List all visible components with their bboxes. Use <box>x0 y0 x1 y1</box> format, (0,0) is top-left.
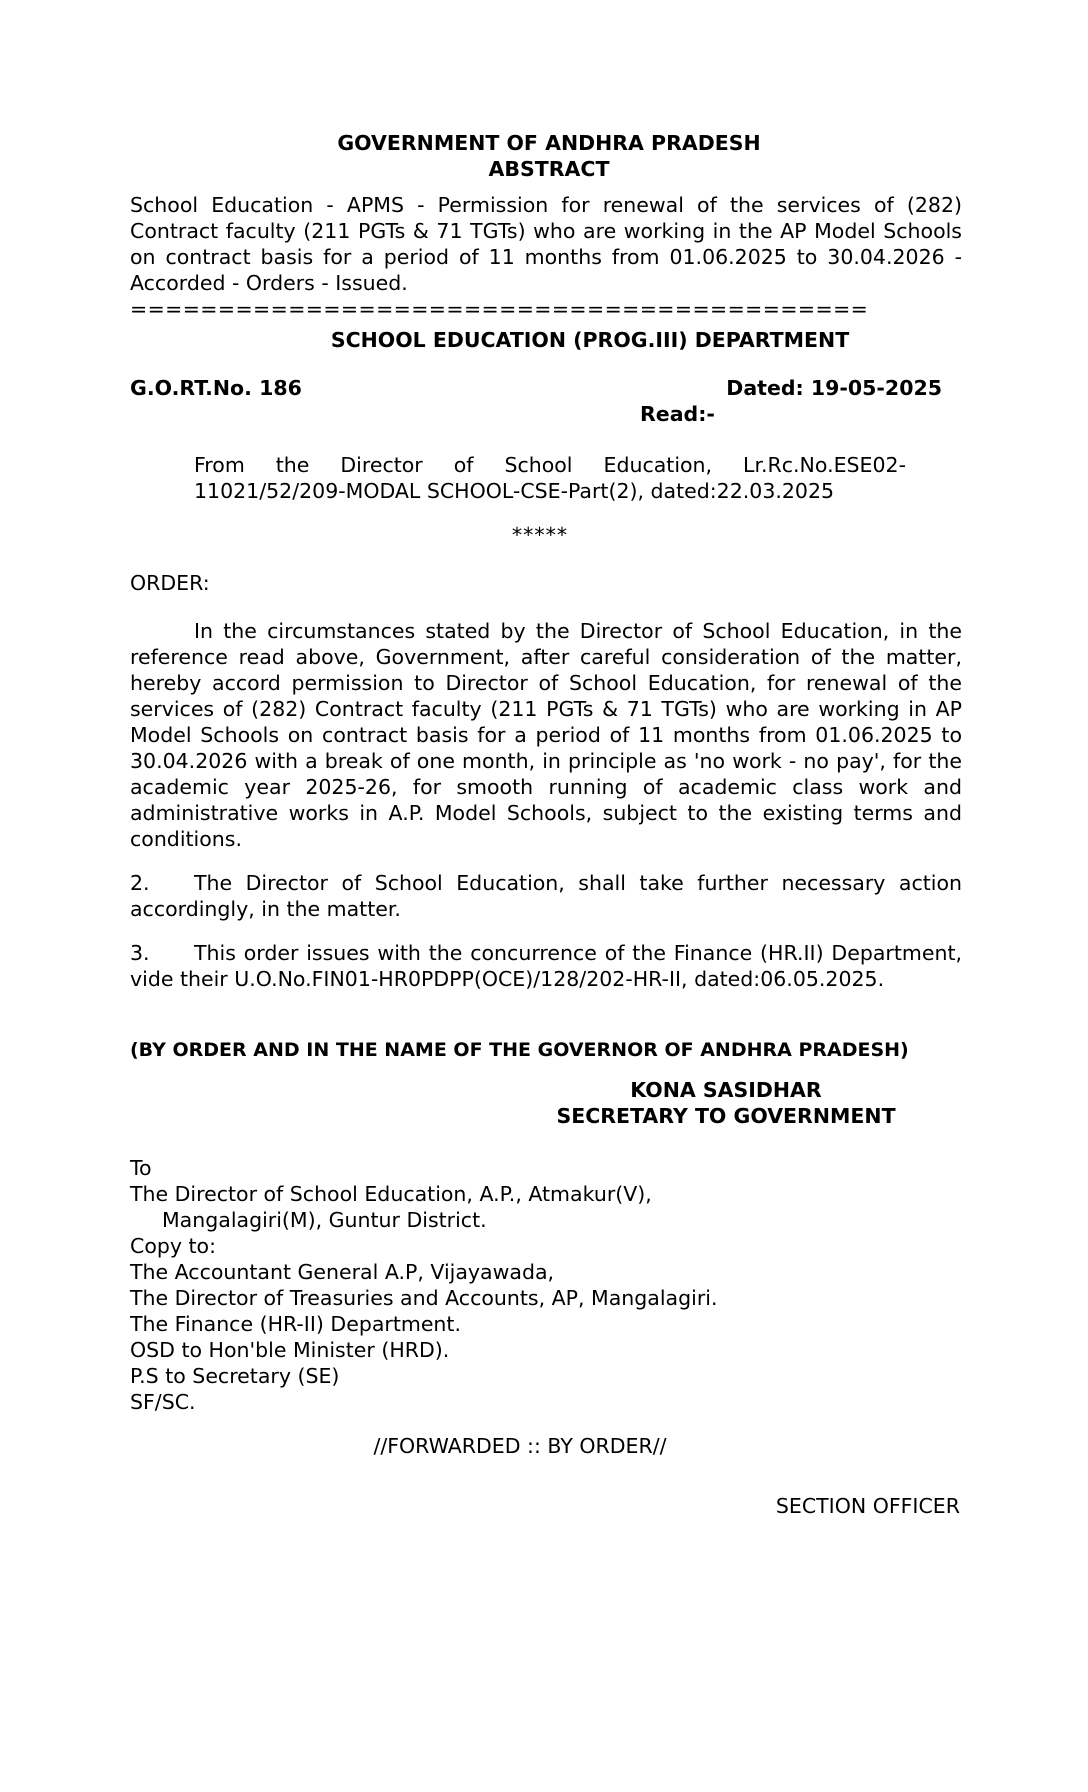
copy-to-label: Copy to: <box>130 1234 217 1258</box>
department-heading: SCHOOL EDUCATION (PROG.III) DEPARTMENT <box>330 328 850 352</box>
separator-rule: ========================================== <box>130 297 869 321</box>
copy-list-item: The Director of Treasuries and Accounts, AP, Mangalagiri. <box>130 1286 718 1310</box>
paragraph-2-number: 2. <box>130 871 150 895</box>
paragraph-3-text: This order issues with the concurrence of the Finance (HR.II) Department, vide their U.O.No.FIN01-HR0PDPP(OCE)/128/202-HR-II, dated:06.05.2025. <box>130 941 962 991</box>
copy-list-item: The Finance (HR-II) Department. <box>130 1312 461 1336</box>
order-paragraph-3 <box>130 940 962 992</box>
paragraph-3-number: 3. <box>130 941 150 965</box>
reference-text: From the Director of School Education, Lr.Rc.No.ESE02-11021/52/209-MODAL SCHOOL-CSE-Part(2), dated:22.03.2025 <box>194 453 906 503</box>
copy-list-item: SF/SC. <box>130 1390 196 1414</box>
distribution-to-label: To <box>130 1156 152 1180</box>
order-label: ORDER: <box>130 571 210 595</box>
signatory-title: SECRETARY TO GOVERNMENT <box>556 1104 896 1128</box>
order-paragraph-2 <box>130 870 962 922</box>
go-number: G.O.RT.No. 186 <box>130 376 302 400</box>
abstract-text: School Education - APMS - Permission for renewal of the services of (282) Contract faculty (211 PGTs & 71 TGTs) who are working in the AP Model Schools on contract basis for a period of 11 months from 01.06.2025 to 30.04.2026 - Accorded - Orders - Issued. <box>130 193 962 295</box>
section-officer: SECTION OFFICER <box>775 1494 960 1518</box>
copy-list-item: The Accountant General A.P, Vijayawada, <box>130 1260 555 1284</box>
governor-line: (BY ORDER AND IN THE NAME OF THE GOVERNOR OF ANDHRA PRADESH) <box>130 1039 909 1061</box>
copy-list <box>130 1259 717 1415</box>
read-label: Read:- <box>640 402 715 426</box>
signatory-name: KONA SASIDHAR <box>630 1078 822 1102</box>
order-date: Dated: 19-05-2025 <box>726 376 942 400</box>
distribution-to-line-2: Mangalagiri(M), Guntur District. <box>162 1208 487 1232</box>
distribution-to-line-1: The Director of School Education, A.P., Atmakur(V), <box>130 1182 652 1206</box>
copy-list-item: OSD to Hon'ble Minister (HRD). <box>130 1338 450 1362</box>
forwarded-line: //FORWARDED :: BY ORDER// <box>373 1434 667 1458</box>
abstract-label: ABSTRACT <box>488 157 610 181</box>
government-heading: GOVERNMENT OF ANDHRA PRADESH <box>337 131 761 155</box>
order-paragraph-1: In the circumstances stated by the Director of School Education, in the reference read above, Government, after careful consideration of the matter, hereby accord permission to Director of School Education, for renewal of the services of (282) Contract faculty (211 PGTs & 71 TGTs) who are working in AP Model Schools on contract basis for a period of 11 months from 01.06.2025 to 30.04.2026 with a break of one month, in principle as 'no work - no pay', for the academic year 2025-26, for smooth running of academic class work and administrative works in A.P. Model Schools, subject to the existing terms and conditions. <box>130 619 962 851</box>
star-separator: ***** <box>511 523 569 547</box>
copy-list-item: P.S to Secretary (SE) <box>130 1364 340 1388</box>
paragraph-2-text: The Director of School Education, shall take further necessary action accordingly, in the matter. <box>130 871 962 921</box>
